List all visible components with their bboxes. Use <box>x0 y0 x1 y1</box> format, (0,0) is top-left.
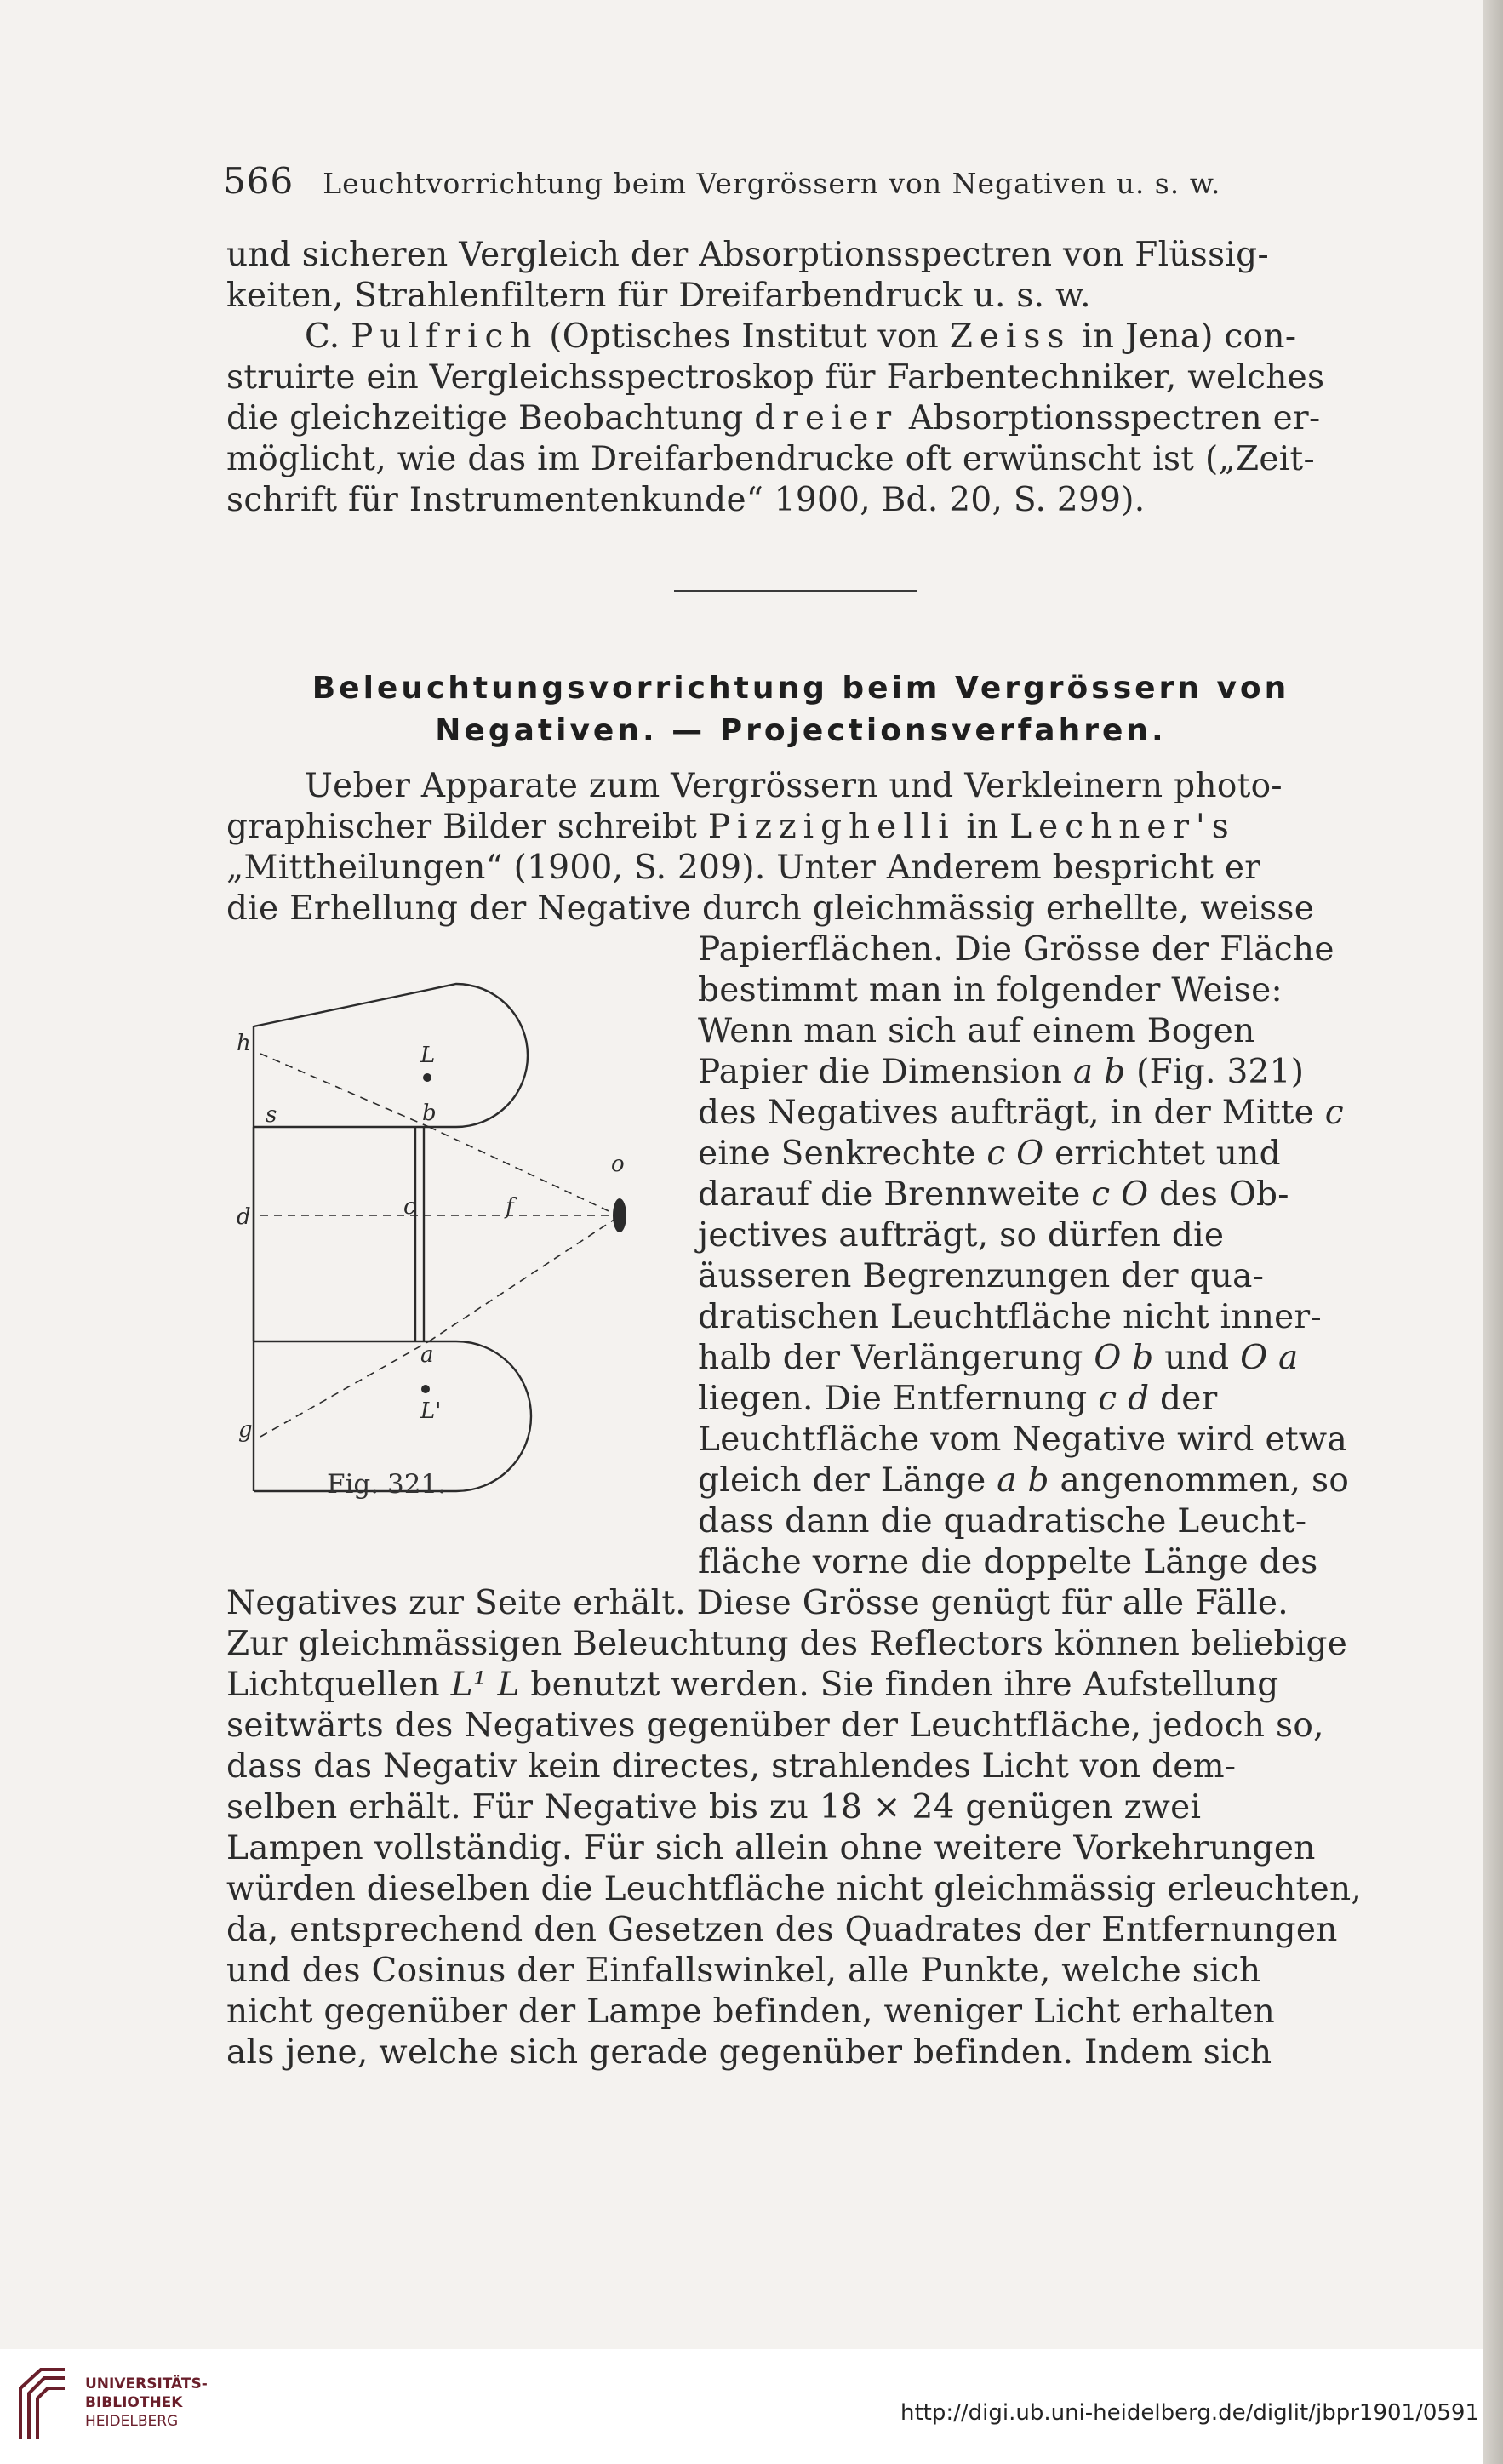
label-L: L <box>420 1043 436 1068</box>
math-symbol: c <box>1324 1094 1344 1132</box>
negative-plate <box>415 1127 424 1341</box>
author-name: Pulfrich <box>351 317 539 356</box>
text-run: errichtet und <box>1043 1135 1281 1173</box>
text-line: Leuchtfläche vom Negative wird etwa <box>698 1421 1348 1459</box>
intro-paragraph <box>226 766 1377 929</box>
text-run: der <box>1149 1380 1218 1418</box>
text-run: (Optisches Institut von <box>538 317 950 356</box>
text-line <box>698 1461 1377 1501</box>
text-run: gleich der Länge <box>698 1461 997 1500</box>
company-name: Zeiss <box>949 317 1072 356</box>
label-s: s <box>266 1102 277 1128</box>
text-line <box>226 807 1377 848</box>
library-name <box>85 2375 208 2431</box>
label-h: h <box>237 1031 251 1056</box>
closing-paragraph <box>226 1583 1377 2073</box>
text-run: liegen. Die Entfernung <box>698 1380 1099 1418</box>
text-run: graphischer Bilder schreibt <box>226 808 708 846</box>
text-line: dass das Negativ kein directes, strahlendes Licht von dem- <box>226 1747 1237 1786</box>
library-name-line: UNIVERSITÄTS- <box>85 2375 208 2393</box>
text-line: Zur gleichmässigen Beleuchtung des Reflectors können beliebige <box>226 1625 1348 1663</box>
text-line: Lampen vollständig. Für sich allein ohne weitere Vorkehrungen <box>226 1829 1316 1867</box>
text-run: C. <box>305 317 351 356</box>
label-a: a <box>420 1342 434 1368</box>
text-run: in Jena) con- <box>1071 317 1297 356</box>
text-line: möglicht, wie das im Dreifarbendrucke oft erwünscht ist („Zeit- <box>226 440 1315 478</box>
text-line: keiten, Strahlenfiltern für Dreifarbendruck u. s. w. <box>226 277 1091 315</box>
label-f: f <box>506 1194 514 1220</box>
math-symbol: a b <box>997 1461 1049 1500</box>
math-symbol: L¹ L <box>450 1666 520 1704</box>
text-line: Papierflächen. Die Grösse der Fläche <box>698 930 1334 969</box>
math-symbol: c d <box>1098 1380 1150 1418</box>
text-line <box>226 1665 1377 1706</box>
text-line: schrift für Instrumentenkunde“ 1900, Bd. 20, S. 299). <box>226 481 1146 519</box>
text-line <box>698 1134 1377 1175</box>
figure-321-diagram <box>226 970 703 1532</box>
text-line: jectives aufträgt, so dürfen die <box>698 1216 1225 1255</box>
text-run: Lichtquellen <box>226 1666 451 1704</box>
text-line <box>698 1052 1377 1093</box>
text-line <box>226 398 1377 439</box>
text-run: darauf die Brennweite <box>698 1175 1092 1214</box>
text-line: und des Cosinus der Einfallswinkel, alle Punkte, welche sich <box>226 1952 1261 1990</box>
text-line: Ueber Apparate zum Vergrössern und Verkleinern photo- <box>305 767 1283 805</box>
section-divider <box>674 590 917 592</box>
text-line: nicht gegenüber der Lampe befinden, weniger Licht erhalten <box>226 1992 1276 2031</box>
lamp-L1 <box>421 1385 430 1393</box>
math-symbol: O a <box>1240 1339 1299 1377</box>
text-line: „Mittheilungen“ (1900, S. 209). Unter Anderem bespricht er <box>226 849 1261 887</box>
label-o: o <box>611 1152 625 1177</box>
text-run: Absorptionsspectren er- <box>898 399 1321 437</box>
text-line: äusseren Begrenzungen der qua- <box>698 1257 1265 1295</box>
text-line: Wenn man sich auf einem Bogen <box>698 1012 1255 1050</box>
text-line <box>226 317 1377 357</box>
text-line: dass dann die quadratische Leucht- <box>698 1502 1307 1541</box>
label-c: c <box>403 1194 416 1220</box>
text-line: seitwärts des Negatives gegenüber der Leuchtfläche, jedoch so, <box>226 1707 1324 1745</box>
text-line: bestimmt man in folgender Weise: <box>698 971 1283 1009</box>
text-line: fläche vorne die doppelte Länge des <box>698 1543 1318 1581</box>
ray-b-o <box>429 1127 618 1215</box>
math-symbol: c O <box>986 1135 1044 1173</box>
math-symbol: a b <box>1072 1053 1126 1091</box>
label-L1: L' <box>420 1398 442 1424</box>
text-run: angenommen, so <box>1049 1461 1350 1500</box>
section-title-line: Beleuchtungsvorrichtung beim Vergrössern von <box>311 671 1290 706</box>
text-run: und <box>1153 1339 1241 1377</box>
page-number: 566 <box>223 160 294 202</box>
text-line: da, entsprechend den Gesetzen des Quadrates der Entfernungen <box>226 1911 1338 1949</box>
figure-side-column <box>698 929 1377 1583</box>
ray-a-o <box>429 1217 618 1341</box>
math-symbol: c O <box>1091 1175 1149 1214</box>
text-run: Papier die Dimension <box>698 1053 1073 1091</box>
figure-caption: Fig. 321. <box>327 1469 446 1500</box>
author-name: Pizzighelli <box>707 808 956 846</box>
objective-lens <box>613 1198 626 1232</box>
library-logo-icon <box>15 2363 70 2444</box>
text-run: eine Senkrechte <box>698 1135 987 1173</box>
section-title <box>223 667 1379 752</box>
text-line <box>698 1379 1377 1420</box>
text-line: selben erhält. Für Negative bis zu 18 × 24 genügen zwei <box>226 1788 1202 1827</box>
section-title-line: Negativen. — Projectionsverfahren. <box>435 713 1167 748</box>
math-symbol: O b <box>1094 1339 1154 1377</box>
upper-reflector-outline <box>254 984 528 1127</box>
text-line: struirte ein Vergleichsspectroskop für Farbentechniker, welches <box>226 358 1325 397</box>
text-line <box>698 1338 1377 1379</box>
running-title: Leuchtvorrichtung beim Vergrössern von Negativen u. s. w. <box>323 167 1221 200</box>
ray-h-b <box>260 1054 429 1127</box>
text-line: die Erhellung der Negative durch gleichmässig erhellte, weisse <box>226 889 1315 928</box>
top-paragraphs <box>226 235 1377 521</box>
text-run: des Negatives aufträgt, in der Mitte <box>698 1094 1325 1132</box>
text-run: (Fig. 321) <box>1125 1053 1305 1091</box>
text-line: würden dieselben die Leuchtfläche nicht gleichmässig erleuchten, <box>226 1870 1363 1908</box>
library-name-line: BIBLIOTHEK <box>85 2394 183 2411</box>
ray-g-a <box>260 1341 429 1437</box>
label-g: g <box>238 1417 253 1443</box>
text-line: und sicheren Vergleich der Absorptionsspectren von Flüssig- <box>226 236 1269 274</box>
text-run: benutzt werden. Sie finden ihre Aufstellung <box>519 1666 1279 1704</box>
text-run: halb der Verlängerung <box>698 1339 1094 1377</box>
publisher-name: Lechner's <box>1009 808 1236 846</box>
text-line <box>698 1093 1377 1134</box>
label-b: b <box>422 1101 437 1126</box>
library-name-line: HEIDELBERG <box>85 2413 179 2430</box>
emphasis: dreier <box>754 399 899 437</box>
text-line: als jene, welche sich gerade gegenüber befinden. Indem sich <box>226 2033 1272 2072</box>
lamp-L <box>423 1073 431 1082</box>
page-edge <box>1483 0 1503 2464</box>
text-line: dratischen Leuchtfläche nicht inner- <box>698 1298 1322 1336</box>
label-d: d <box>237 1204 251 1230</box>
text-run: des Ob- <box>1148 1175 1289 1214</box>
text-line: Negatives zur Seite erhält. Diese Grösse genügt für alle Fälle. <box>226 1584 1289 1622</box>
text-line <box>698 1175 1377 1215</box>
running-header <box>223 160 1253 202</box>
text-run: die gleichzeitige Beobachtung <box>226 399 755 437</box>
text-run: in <box>955 808 1010 846</box>
permalink-url[interactable]: http://digi.ub.uni-heidelberg.de/diglit/jbpr1901/0591 <box>900 2400 1479 2426</box>
